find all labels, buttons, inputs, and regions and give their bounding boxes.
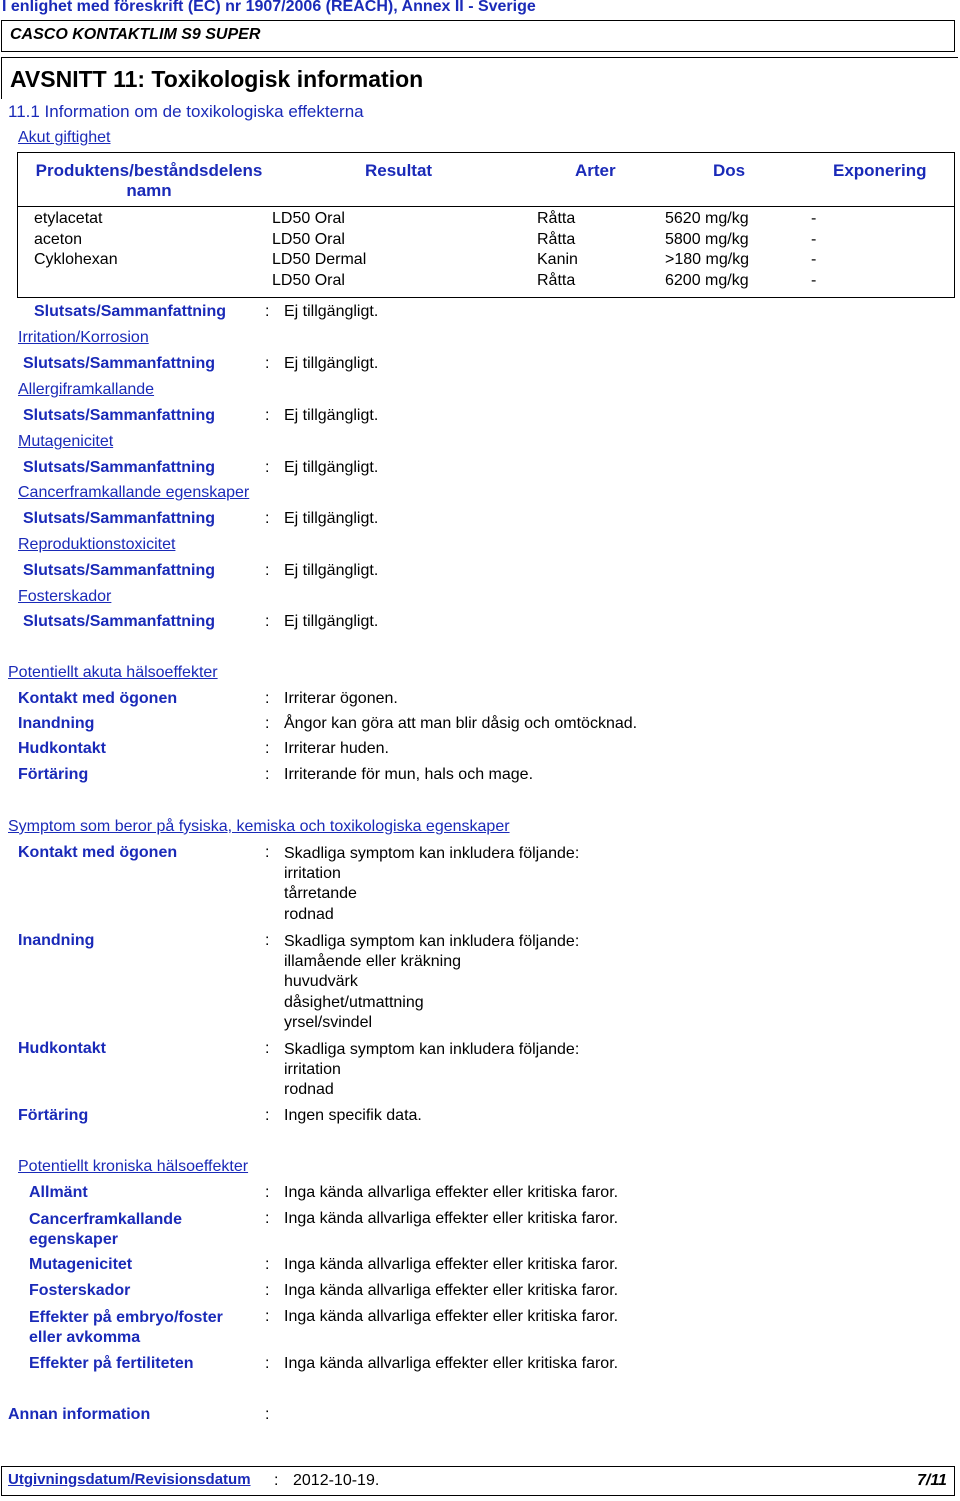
table-cell: LD50 Dermal [272, 251, 367, 269]
skin-contact-label: Hudkontakt [18, 740, 106, 757]
chronic-value: Inga kända allvarliga effekter eller kritiska faror. [284, 1184, 619, 1201]
chronic-general-label: Allmänt [29, 1184, 88, 1201]
skin-contact-value: Irriterar huden. [284, 740, 389, 757]
table-column-names [34, 209, 118, 271]
colon: : [265, 1406, 270, 1423]
inhalation-label: Inandning [18, 715, 95, 732]
symptom-ingestion-label: Förtäring [18, 1107, 89, 1124]
symptom-line: yrsel/svindel [284, 1013, 373, 1031]
colon: : [265, 1256, 270, 1273]
table-column-species [537, 209, 578, 292]
summary-value: Ej tillgängligt. [284, 407, 379, 424]
chronic-fertility-label: Effekter på fertiliteten [29, 1355, 194, 1372]
chronic-value: Inga kända allvarliga effekter eller kritiska faror. [284, 1256, 619, 1273]
revision-date-value: 2012-10-19. [293, 1472, 380, 1489]
section-title: AVSNITT 11: Toxikologisk information [10, 66, 424, 92]
colon: : [265, 510, 270, 527]
symptom-skin-label: Hudkontakt [18, 1040, 106, 1057]
table-cell: Råtta [537, 272, 576, 290]
table-cell: LD50 Oral [272, 210, 345, 227]
fetal-damage-heading: Fosterskador [18, 588, 112, 605]
symptom-line: Skadliga symptom kan inkludera följande: [284, 1041, 580, 1058]
summary-value: Ej tillgängligt. [284, 510, 379, 527]
colon: : [265, 1282, 270, 1299]
symptom-line: irritation [284, 865, 341, 883]
table-cell: - [811, 272, 817, 290]
table-cell: Cyklohexan [34, 251, 118, 269]
subsection-title: 11.1 Information om de toxikologiska effekterna [8, 102, 364, 121]
table-cell: aceton [34, 230, 83, 248]
table-cell: 5620 mg/kg [665, 210, 749, 227]
symptom-inhalation-label: Inandning [18, 932, 95, 949]
table-cell: LD50 Oral [272, 230, 345, 248]
symptom-line: rodnad [284, 1081, 334, 1099]
symptom-line: tårretande [284, 885, 357, 903]
table-cell: 5800 mg/kg [665, 230, 749, 248]
chronic-value: Inga kända allvarliga effekter eller kritiska faror. [284, 1282, 619, 1299]
table-cell: >180 mg/kg [665, 251, 750, 269]
colon: : [265, 1107, 270, 1124]
document-header-title: I enlighet med föreskrift (EC) nr 1907/2006 (REACH), Annex II - Sverige [2, 0, 536, 15]
summary-label: Slutsats/Sammanfattning [23, 407, 216, 424]
summary-label: Slutsats/Sammanfattning [23, 355, 216, 372]
colon: : [265, 613, 270, 630]
chronic-mutagenicity-label: Mutagenicitet [29, 1256, 133, 1273]
label-line: eller avkomma [29, 1329, 141, 1346]
summary-label: Slutsats/Sammanfattning [23, 613, 216, 630]
table-column-results [272, 209, 366, 292]
summary-label: Slutsats/Sammanfattning [34, 303, 227, 320]
table-cell: etylacetat [34, 210, 103, 227]
revision-date-label: Utgivningsdatum/Revisionsdatum [8, 1471, 251, 1488]
irritation-heading: Irritation/Korrosion [18, 329, 149, 346]
header-result: Resultat [365, 161, 433, 180]
summary-value: Ej tillgängligt. [284, 303, 379, 320]
colon: : [265, 303, 270, 320]
symptom-line: Skadliga symptom kan inkludera följande: [284, 845, 580, 862]
table-header-divider [18, 206, 954, 207]
colon: : [265, 1355, 270, 1372]
header-species: Arter [575, 161, 616, 180]
colon: : [265, 690, 270, 707]
symptom-inhalation-list [284, 932, 579, 1033]
symptom-line: Skadliga symptom kan inkludera följande: [284, 933, 580, 950]
table-cell: - [811, 210, 817, 227]
colon: : [265, 407, 270, 424]
eye-contact-value: Irriterar ögonen. [284, 690, 398, 707]
chronic-value: Inga kända allvarliga effekter eller kritiska faror. [284, 1355, 619, 1372]
symptom-line: dåsighet/utmattning [284, 993, 424, 1011]
colon: : [265, 932, 270, 949]
header-dose: Dos [713, 161, 746, 180]
footer-box [1, 1466, 955, 1496]
section-heading-box [1, 57, 958, 99]
symptom-ingestion-value: Ingen specifik data. [284, 1107, 422, 1124]
chronic-embryo-label [29, 1308, 223, 1348]
table-cell: LD50 Oral [272, 272, 345, 290]
colon: : [265, 1308, 270, 1325]
colon: : [274, 1472, 279, 1489]
header-exposure: Exponering [833, 161, 927, 180]
summary-value: Ej tillgängligt. [284, 613, 379, 630]
colon: : [265, 355, 270, 372]
acute-health-effects-heading: Potentiellt akuta hälsoeffekter [8, 664, 218, 681]
colon: : [265, 562, 270, 579]
table-column-doses [665, 209, 749, 292]
eye-contact-label: Kontakt med ögonen [18, 690, 178, 707]
summary-label: Slutsats/Sammanfattning [23, 562, 216, 579]
table-cell: Råtta [537, 210, 576, 227]
summary-label: Slutsats/Sammanfattning [23, 459, 216, 476]
allergy-heading: Allergiframkallande [18, 381, 155, 398]
colon: : [265, 715, 270, 732]
colon: : [265, 1210, 270, 1227]
table-cell: Kanin [537, 251, 578, 269]
symptoms-heading: Symptom som beror på fysiska, kemiska och toxikologiska egenskaper [8, 818, 510, 835]
chronic-fetal-damage-label: Fosterskador [29, 1282, 131, 1299]
chronic-value: Inga kända allvarliga effekter eller kritiska faror. [284, 1210, 619, 1227]
colon: : [265, 1184, 270, 1201]
colon: : [265, 844, 270, 861]
product-name: CASCO KONTAKTLIM S9 SUPER [10, 26, 261, 43]
product-name-box [1, 20, 955, 52]
symptom-line: huvudvärk [284, 973, 358, 991]
label-line: egenskaper [29, 1231, 118, 1248]
acute-toxicity-table [17, 152, 955, 298]
mutagenicity-heading: Mutagenicitet [18, 433, 114, 450]
table-cell: 6200 mg/kg [665, 272, 749, 290]
chronic-health-effects-heading: Potentiellt kroniska hälsoeffekter [18, 1158, 249, 1175]
ingestion-value: Irriterande för mun, hals och mage. [284, 766, 534, 783]
chronic-carcinogenicity-label [29, 1210, 182, 1250]
table-column-exposure [811, 209, 816, 292]
symptom-line: rodnad [284, 905, 334, 923]
header-product-name: Produktens/beståndsdelens namn [35, 161, 263, 200]
colon: : [265, 459, 270, 476]
colon: : [265, 740, 270, 757]
ingestion-label: Förtäring [18, 766, 89, 783]
summary-value: Ej tillgängligt. [284, 355, 379, 372]
label-line: Effekter på embryo/foster [29, 1309, 223, 1326]
reproductive-toxicity-heading: Reproduktionstoxicitet [18, 536, 176, 553]
symptom-eye-label: Kontakt med ögonen [18, 844, 178, 861]
colon: : [265, 1040, 270, 1057]
inhalation-value: Ångor kan göra att man blir dåsig och omtöcknad. [284, 715, 638, 732]
table-cell: - [811, 230, 817, 248]
acute-toxicity-heading: Akut giftighet [18, 129, 111, 146]
summary-value: Ej tillgängligt. [284, 562, 379, 579]
label-line: Cancerframkallande [29, 1211, 182, 1228]
symptom-eye-list [284, 844, 579, 925]
summary-label: Slutsats/Sammanfattning [23, 510, 216, 527]
page-number: 7/11 [917, 1472, 947, 1489]
table-cell: - [811, 251, 817, 269]
chronic-value: Inga kända allvarliga effekter eller kritiska faror. [284, 1308, 619, 1325]
symptom-line: irritation [284, 1061, 341, 1079]
colon: : [265, 766, 270, 783]
symptom-line: illamående eller kräkning [284, 953, 461, 971]
other-information-label: Annan information [8, 1406, 151, 1423]
summary-value: Ej tillgängligt. [284, 459, 379, 476]
carcinogenicity-heading: Cancerframkallande egenskaper [18, 484, 250, 501]
symptom-skin-list [284, 1040, 579, 1101]
table-cell: Råtta [537, 230, 576, 248]
